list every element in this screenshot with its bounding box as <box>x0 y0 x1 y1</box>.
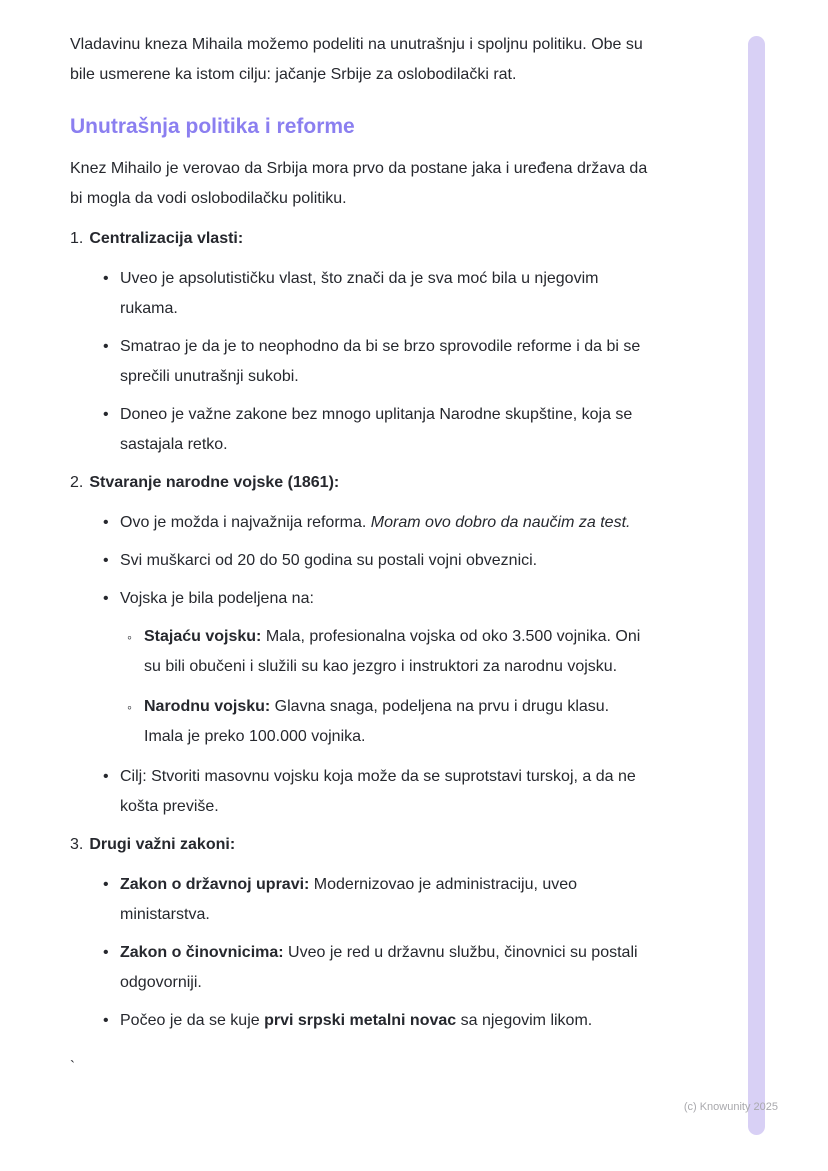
bullet-text: Cilj: Stvoriti masovnu vojsku koja može da se suprotstavi turskoj, a da ne košta previše. <box>120 768 636 815</box>
item-title-text: Drugi važni zakoni: <box>89 836 236 853</box>
bullet-item <box>103 938 648 998</box>
document-content <box>70 30 648 1082</box>
bullet-item <box>103 400 648 460</box>
numbered-item-3 <box>70 830 648 1036</box>
bullet-bold: Zakon o činovnicima: <box>120 944 284 961</box>
sub-bullet-bold: Narodnu vojsku: <box>144 698 271 715</box>
item-number: 2. <box>70 474 84 491</box>
item-title-text: Stvaranje narodne vojske (1861): <box>89 474 340 491</box>
bullet-item <box>103 264 648 324</box>
bullet-text: Smatrao je da je to neophodno da bi se brzo sprovodile reforme i da bi se sprečili unutrašnji sukobi. <box>120 338 641 385</box>
bullet-list <box>70 264 648 460</box>
item-number: 1. <box>70 230 84 247</box>
bullet-text: Uveo je apsolutističku vlast, što znači da je sva moć bila u njegovim rukama. <box>120 270 599 317</box>
item-title-text: Centralizacija vlasti: <box>89 230 244 247</box>
numbered-item-2 <box>70 468 648 822</box>
bullet-item <box>103 508 648 538</box>
sub-bullet-item <box>127 692 648 752</box>
lead-paragraph: Knez Mihailo je verovao da Srbija mora prvo da postane jaka i uređena država da bi mogla da vodi oslobodilačku politiku. <box>70 160 648 207</box>
bullet-item <box>103 762 648 822</box>
bullet-list <box>70 508 648 822</box>
intro-paragraph: Vladavinu kneza Mihaila možemo podeliti na unutrašnju i spoljnu politiku. Obe su bile usmerene ka istom cilju: jačanje Srbije za oslobodilački rat. <box>70 36 643 83</box>
bullet-item <box>103 584 648 752</box>
sub-bullet-text: Mala, profesionalna vojska od oko 3.500 vojnika. Oni su bili obučeni i služili su kao jezgro i instruktori za narodnu vojsku. <box>144 628 641 675</box>
sub-bullet-list <box>120 622 648 752</box>
footer-credit: (c) Knowunity 2025 <box>683 1101 778 1113</box>
numbered-item-title <box>70 830 648 860</box>
numbered-item-title <box>70 468 648 498</box>
sub-bullet-bold: Stajaću vojsku: <box>144 628 262 645</box>
stray-backtick: ` <box>70 1058 75 1075</box>
numbered-item-1 <box>70 224 648 460</box>
bullet-text: sa njegovim likom. <box>456 1012 593 1029</box>
bullet-text: Doneo je važne zakone bez mnogo uplitanja Narodne skupštine, koja se sastajala retko. <box>120 406 633 453</box>
section-heading: Unutrašnja politika i reforme <box>70 115 355 138</box>
bullet-text: Svi muškarci od 20 do 50 godina su postali vojni obveznici. <box>120 552 538 569</box>
bullet-text-italic: Moram ovo dobro da naučim za test. <box>370 514 631 531</box>
sub-bullet-item <box>127 622 648 682</box>
item-number: 3. <box>70 836 84 853</box>
bullet-text: Modernizovao je administraciju, uveo ministarstva. <box>120 876 578 923</box>
bullet-text: Počeo je da se kuje <box>120 1012 265 1029</box>
bullet-list <box>70 870 648 1036</box>
bullet-item <box>103 1006 648 1036</box>
numbered-item-title <box>70 224 648 254</box>
bullet-item <box>103 546 648 576</box>
bullet-bold: Zakon o državnoj upravi: <box>120 876 310 893</box>
bullet-text: Vojska je bila podeljena na: <box>120 590 314 607</box>
bullet-item <box>103 870 648 930</box>
bullet-text: Uveo je red u državnu službu, činovnici su postali odgovorniji. <box>120 944 638 991</box>
bullet-bold: prvi srpski metalni novac <box>264 1012 457 1029</box>
scrollbar-track[interactable] <box>748 36 765 1135</box>
bullet-item <box>103 332 648 392</box>
sub-bullet-text: Glavna snaga, podeljena na prvu i drugu klasu. Imala je preko 100.000 vojnika. <box>144 698 610 745</box>
bullet-text: Ovo je možda i najvažnija reforma. <box>120 514 371 531</box>
